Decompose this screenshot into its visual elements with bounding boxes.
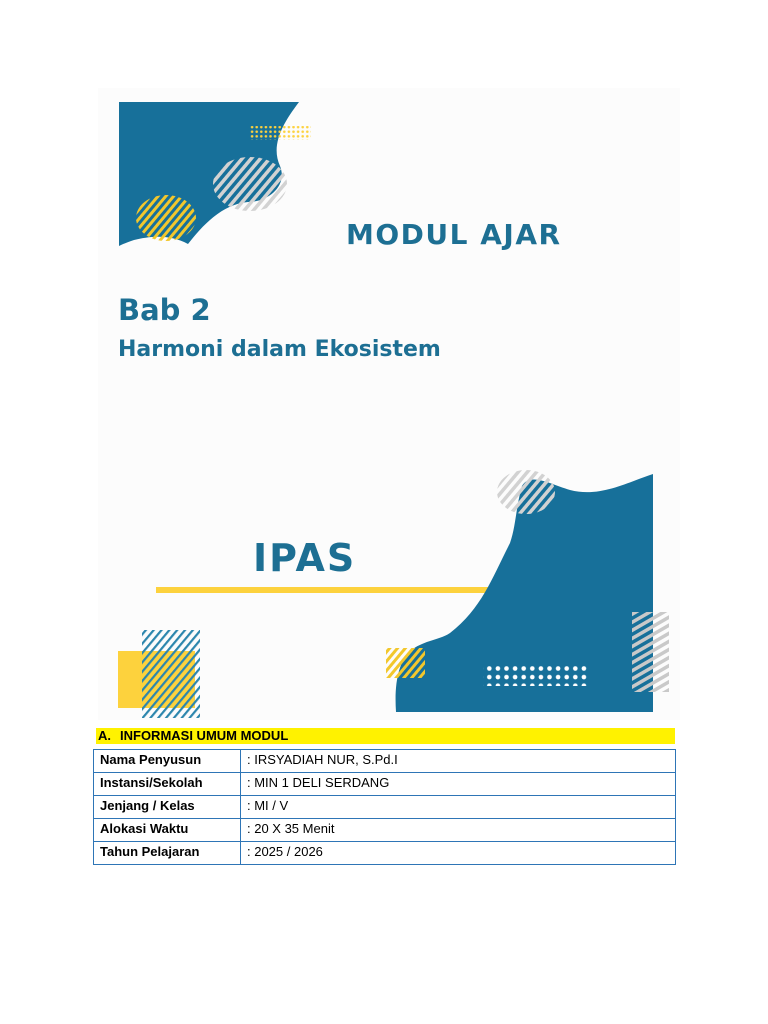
table-row xyxy=(94,773,676,796)
cover-page xyxy=(98,88,680,720)
yellow-bar xyxy=(156,587,496,593)
grey-striped-circle-right xyxy=(497,470,555,514)
table-row xyxy=(94,750,676,773)
row-value: : 20 X 35 Menit xyxy=(241,819,676,842)
section-number: A. xyxy=(98,728,111,743)
yellow-dot-grid xyxy=(249,126,311,140)
row-label: Alokasi Waktu xyxy=(94,819,241,842)
row-label: Instansi/Sekolah xyxy=(94,773,241,796)
module-info-table xyxy=(93,749,676,865)
grey-striped-block xyxy=(632,612,669,692)
grey-striped-circle-top xyxy=(213,157,287,211)
chapter-label: Bab 2 xyxy=(118,293,211,327)
section-heading xyxy=(96,728,675,744)
row-label: Jenjang / Kelas xyxy=(94,796,241,819)
section-title: INFORMASI UMUM MODUL xyxy=(120,728,289,743)
module-title: MODUL AJAR xyxy=(346,218,562,251)
row-label: Nama Penyusun xyxy=(94,750,241,773)
table-row xyxy=(94,796,676,819)
row-value: : MIN 1 DELI SERDANG xyxy=(241,773,676,796)
yellow-striped-square xyxy=(386,648,425,678)
blue-hatch xyxy=(142,630,200,718)
subject-label: IPAS xyxy=(253,536,357,580)
chapter-subtitle: Harmoni dalam Ekosistem xyxy=(118,337,441,362)
yellow-striped-oval xyxy=(136,195,196,241)
table-row xyxy=(94,842,676,865)
row-value: : MI / V xyxy=(241,796,676,819)
row-label: Tahun Pelajaran xyxy=(94,842,241,865)
row-value: : 2025 / 2026 xyxy=(241,842,676,865)
cover-decoration xyxy=(98,88,680,720)
table-row xyxy=(94,819,676,842)
row-value: : IRSYADIAH NUR, S.Pd.I xyxy=(241,750,676,773)
white-dot-grid xyxy=(483,664,587,686)
